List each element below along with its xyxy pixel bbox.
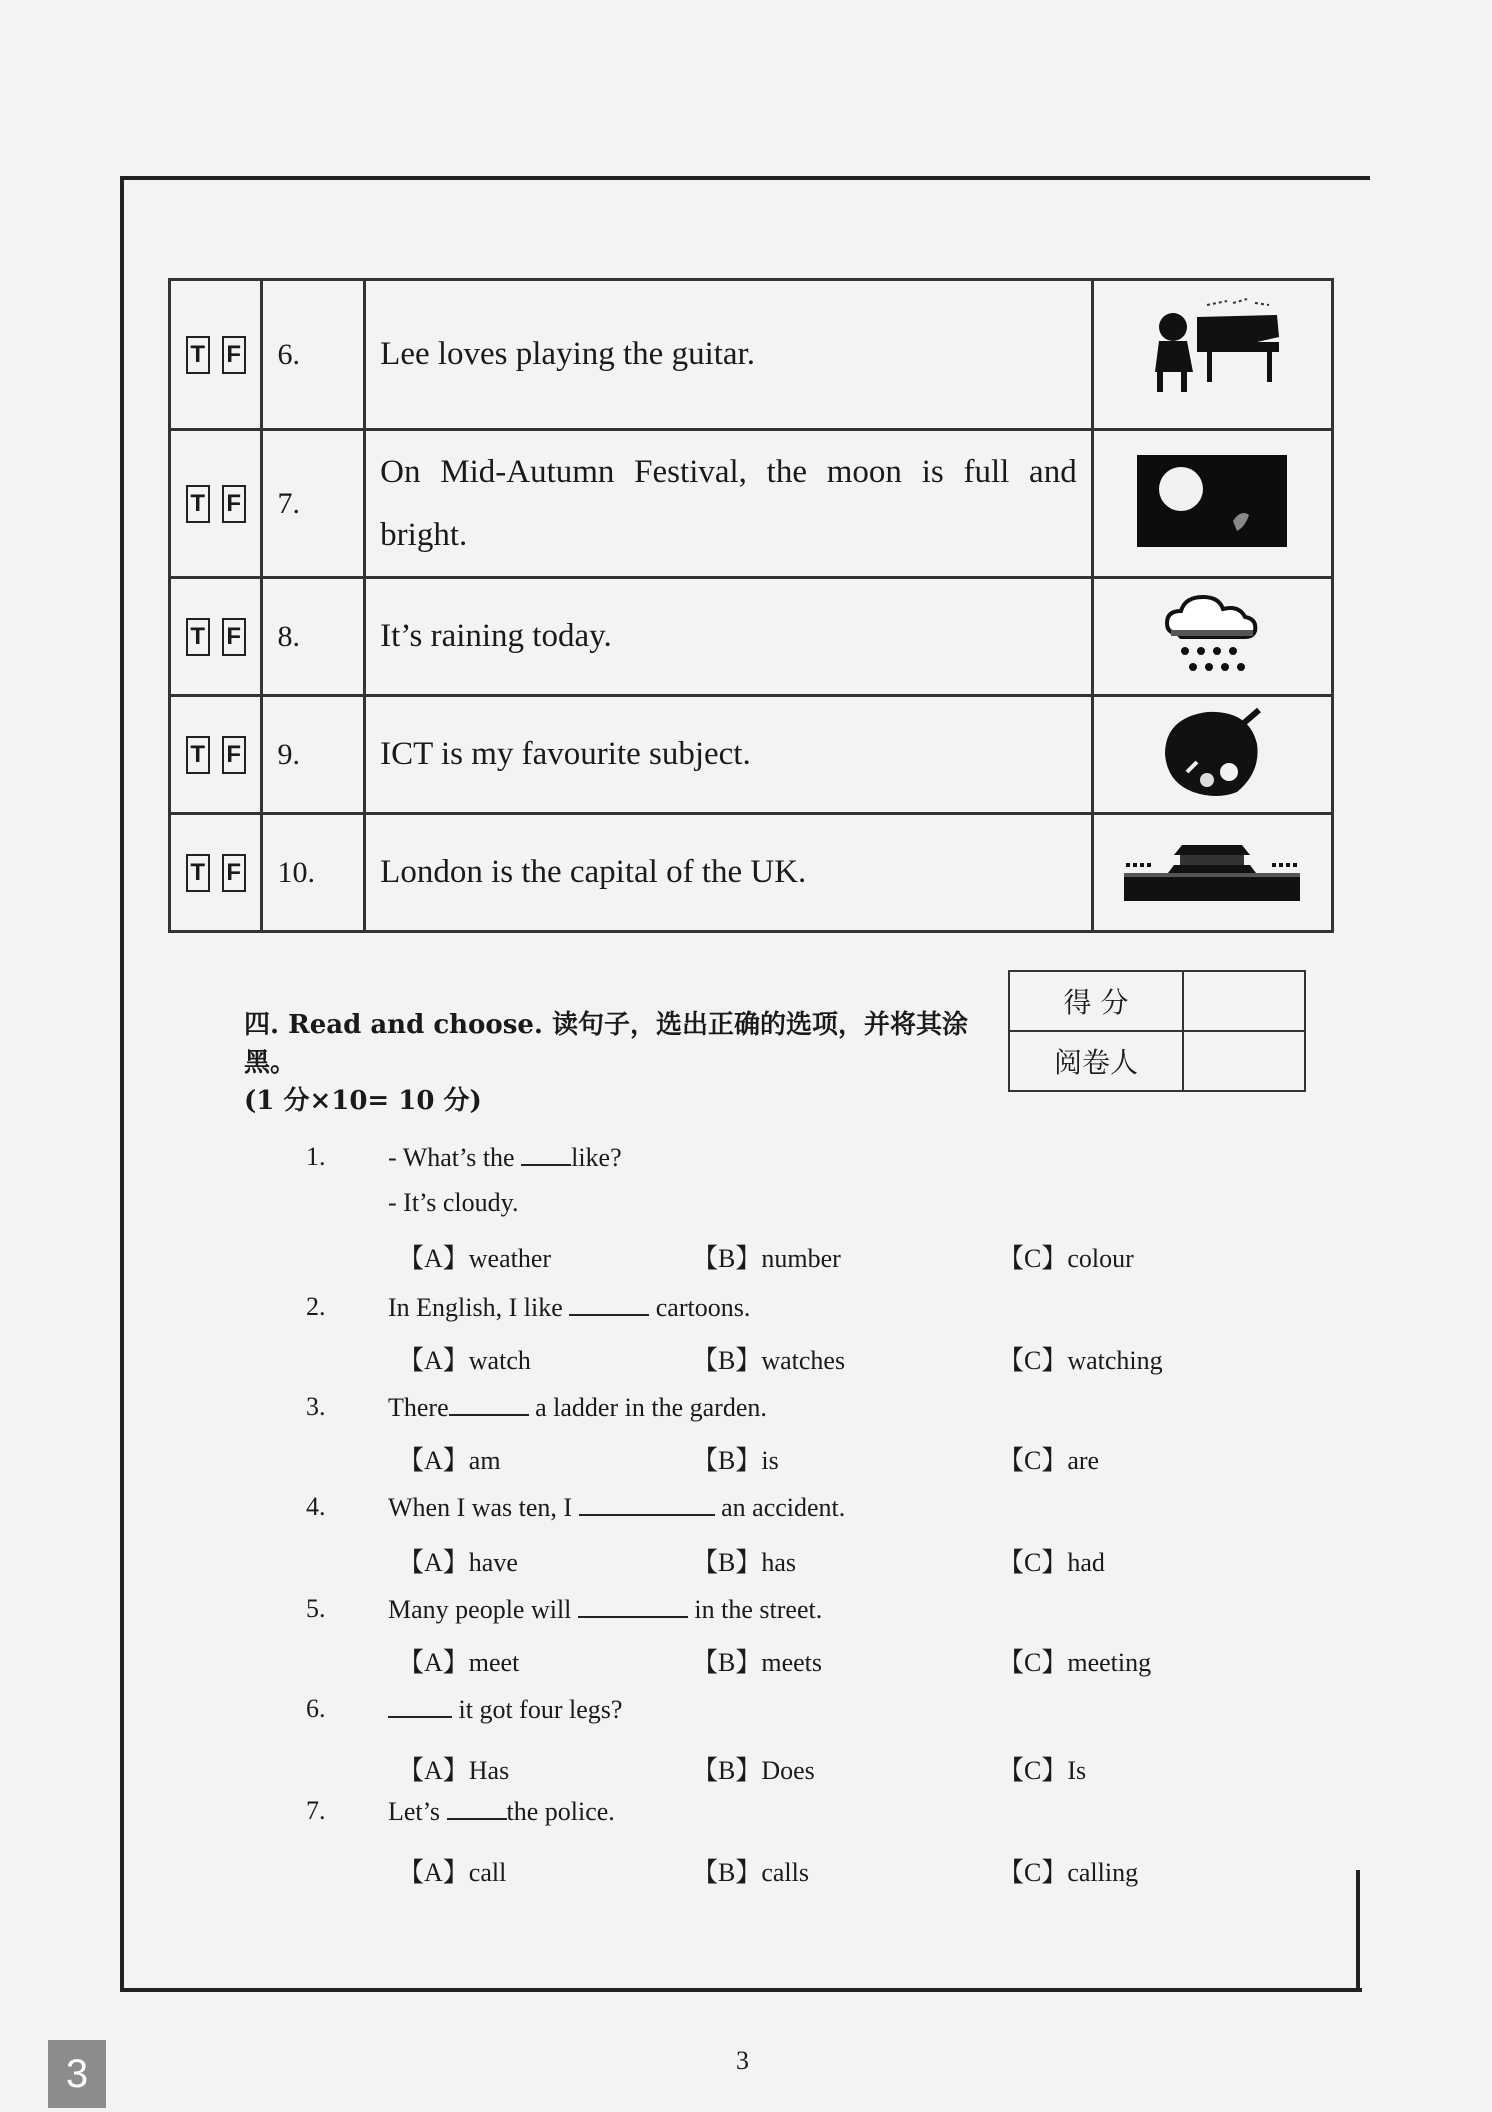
table-row [170, 696, 1333, 814]
question-stem: In English, I like cartoons. [388, 1293, 751, 1322]
table-row [170, 280, 1333, 430]
section-title: 四. Read and choose. 读句子，选出正确的选项，并将其涂黑。 [244, 1010, 969, 1078]
question-stem: - What’s the like? [388, 1143, 622, 1172]
option-c[interactable]: 【C】calling [998, 1858, 1139, 1887]
tf-choice[interactable] [170, 814, 262, 932]
false-box[interactable]: F [222, 736, 246, 774]
question-stem: it got four legs? [388, 1694, 622, 1725]
answer-blank[interactable] [388, 1694, 452, 1718]
question-stem-line2: - It’s cloudy. [388, 1188, 519, 1217]
option-c[interactable]: 【C】had [998, 1548, 1105, 1577]
question-number: 5. [306, 1594, 326, 1623]
option-a[interactable]: 【A】Has [398, 1756, 510, 1785]
true-false-table [168, 278, 1334, 933]
true-box[interactable]: T [186, 736, 210, 774]
answer-blank[interactable] [447, 1796, 507, 1820]
option-b[interactable]: 【B】has [692, 1548, 797, 1577]
question-number: 1. [306, 1142, 326, 1171]
answer-blank[interactable] [569, 1292, 649, 1316]
rain-cloud-icon [1092, 578, 1332, 696]
page-badge[interactable]: 3 [48, 2040, 106, 2108]
option-b[interactable]: 【B】meets [692, 1648, 822, 1677]
question-number: 6. [306, 1694, 326, 1723]
tiananmen-gate-icon [1092, 814, 1332, 932]
option-b[interactable]: 【B】watches [692, 1346, 846, 1375]
section-header [244, 1006, 1004, 1120]
item-number: 6. [262, 280, 365, 430]
answer-blank[interactable] [578, 1594, 688, 1618]
answer-blank[interactable] [449, 1392, 529, 1416]
paint-palette-icon [1092, 696, 1332, 814]
true-box[interactable]: T [186, 618, 210, 656]
item-number: 10. [262, 814, 365, 932]
page-number: 3 [736, 2046, 749, 2075]
option-b[interactable]: 【B】number [692, 1244, 841, 1273]
question-number: 2. [306, 1292, 326, 1321]
item-number: 8. [262, 578, 365, 696]
false-box[interactable]: F [222, 854, 246, 892]
item-text: ICT is my favourite subject. [365, 696, 1093, 814]
false-box[interactable]: F [222, 485, 246, 523]
question-number: 4. [306, 1492, 326, 1521]
answer-blank[interactable] [579, 1492, 715, 1516]
full-moon-night-icon [1092, 430, 1332, 578]
page-frame-right-stub [1356, 1870, 1360, 1992]
item-number: 7. [262, 430, 365, 578]
score-box [1008, 970, 1306, 1092]
grader-field[interactable] [1183, 1031, 1305, 1091]
true-box[interactable]: T [186, 336, 210, 374]
option-b[interactable]: 【B】is [692, 1446, 779, 1475]
tf-choice[interactable] [170, 430, 262, 578]
option-a[interactable]: 【A】am [398, 1446, 501, 1475]
false-box[interactable]: F [222, 336, 246, 374]
option-a[interactable]: 【A】weather [398, 1244, 552, 1273]
item-text: London is the capital of the UK. [365, 814, 1093, 932]
score-field[interactable] [1183, 971, 1305, 1031]
grader-label: 阅卷人 [1009, 1031, 1183, 1091]
question-stem: Many people will in the street. [388, 1595, 823, 1624]
option-c[interactable]: 【C】Is [998, 1756, 1087, 1785]
option-b[interactable]: 【B】Does [692, 1756, 815, 1785]
question-number: 7. [306, 1796, 326, 1825]
option-c[interactable]: 【C】colour [998, 1244, 1134, 1273]
true-box[interactable]: T [186, 485, 210, 523]
tf-choice[interactable] [170, 578, 262, 696]
option-c[interactable]: 【C】meeting [998, 1648, 1152, 1677]
option-c[interactable]: 【C】are [998, 1446, 1100, 1475]
option-c[interactable]: 【C】watching [998, 1346, 1163, 1375]
question-stem: When I was ten, I an accident. [388, 1493, 846, 1522]
item-text: It’s raining today. [365, 578, 1093, 696]
table-row [170, 578, 1333, 696]
option-a[interactable]: 【A】call [398, 1858, 507, 1887]
item-number: 9. [262, 696, 365, 814]
answer-blank[interactable] [521, 1142, 571, 1166]
table-row [170, 430, 1333, 578]
true-box[interactable]: T [186, 854, 210, 892]
question-stem: There a ladder in the garden. [388, 1393, 767, 1422]
tf-choice[interactable] [170, 696, 262, 814]
item-text: On Mid-Autumn Festival, the moon is full and bright. [365, 430, 1093, 578]
question-number: 3. [306, 1392, 326, 1421]
tf-choice[interactable] [170, 280, 262, 430]
option-a[interactable]: 【A】watch [398, 1346, 531, 1375]
table-row [170, 814, 1333, 932]
option-a[interactable]: 【A】have [398, 1548, 518, 1577]
section-score-note: (1 分×10= 10 分) [244, 1086, 482, 1116]
item-text: Lee loves playing the guitar. [365, 280, 1093, 430]
false-box[interactable]: F [222, 618, 246, 656]
option-a[interactable]: 【A】meet [398, 1648, 520, 1677]
piano-player-icon [1092, 280, 1332, 430]
score-label: 得 分 [1009, 971, 1183, 1031]
question-stem: Let’s the police. [388, 1797, 615, 1826]
option-b[interactable]: 【B】calls [692, 1858, 809, 1887]
